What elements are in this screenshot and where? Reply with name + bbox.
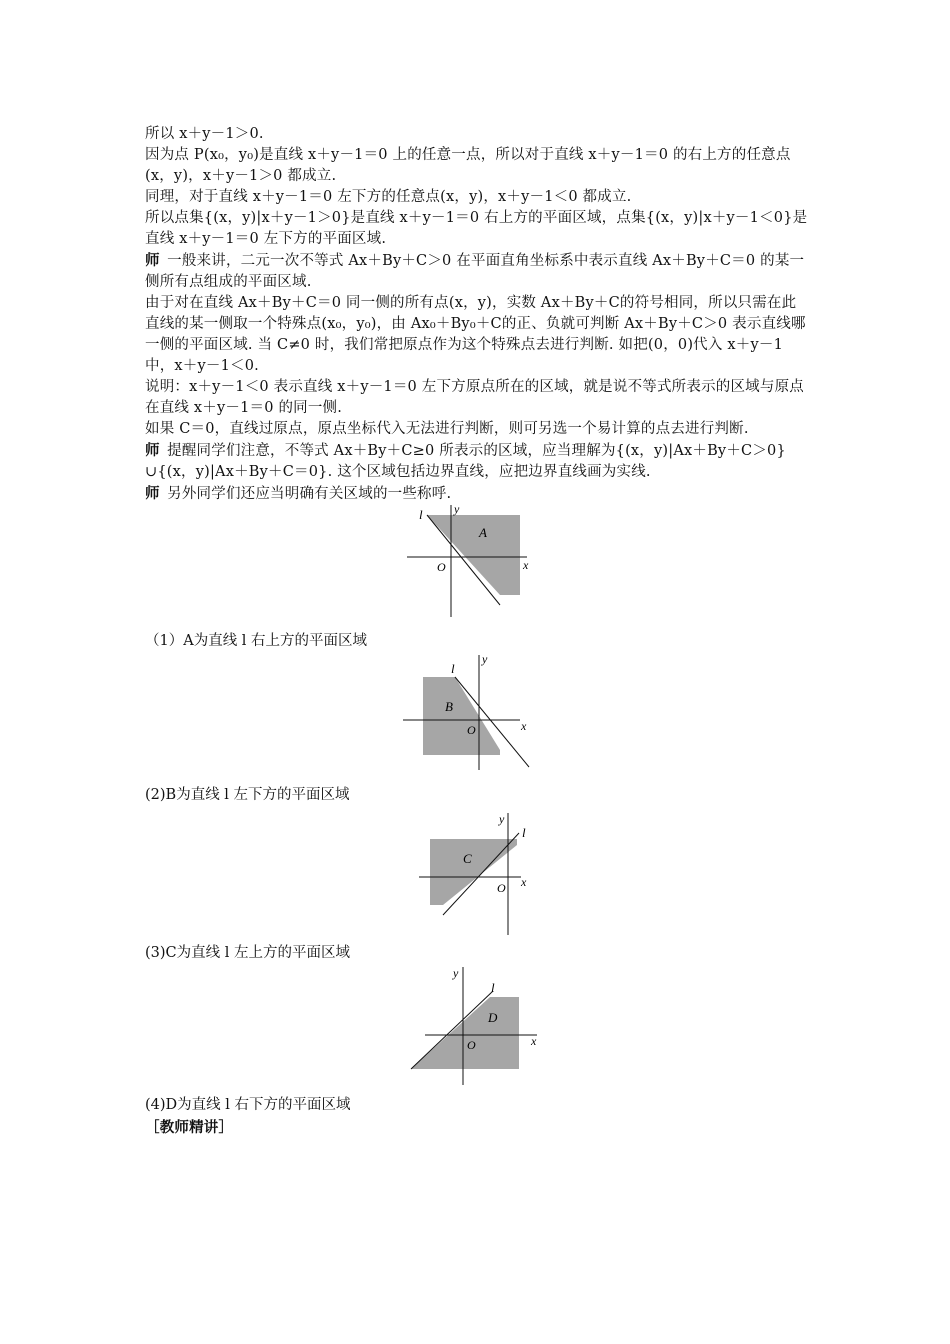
figure-1-caption: （1）A为直线 l 右上方的平面区域 (145, 633, 368, 649)
document-page (145, 124, 810, 1138)
figure-2-diagram (145, 655, 810, 779)
line-label-l: l (419, 507, 423, 522)
region-label-c: C (463, 851, 472, 866)
region-d-shade (411, 997, 519, 1069)
y-axis-label: y (482, 655, 488, 666)
paragraph-8: 如果 C＝0，直线过原点，原点坐标代入无法进行判断，则可另选一个易计算的点去进行判断. (145, 421, 749, 437)
speaker-label: 师 (145, 252, 160, 269)
paragraph-5-text: 一般来讲，二元一次不等式 Ax＋By＋C＞0 在平面直角坐标系中表示直线 Ax＋By＋C＝0 的某一侧所有点组成的平面区域. (145, 253, 805, 290)
origin-label: O (467, 723, 476, 737)
figure-3-diagram (145, 811, 810, 941)
x-axis-label: x (531, 1034, 537, 1048)
paragraph-6: 由于对在直线 Ax＋By＋C＝0 同一侧的所有点(x，y)，实数 Ax＋By＋C的符号相同，所以只需在此直线的某一侧取一个特殊点(x₀，y₀)，由 Ax₀＋By₀＋C的正、负就可判断 Ax＋By＋C＞0 表示直线哪一侧的平面区域. 当 C≠0 时，我们常把原点作为这个特殊点去进行判断. 如把(0，0)代入 x＋y－1 中，x＋y－1＜0. (145, 295, 806, 374)
x-axis-label: x (521, 875, 527, 889)
y-axis-label: y (499, 812, 505, 826)
region-label-b: B (445, 699, 453, 714)
figure-4-caption: (4)D为直线 l 右下方的平面区域 (145, 1097, 351, 1113)
x-axis-label: x (523, 558, 529, 572)
paragraph-2: 因为点 P(x₀，y₀)是直线 x＋y－1＝0 上的任意一点，所以对于直线 x＋y－1＝0 的右上方的任意点(x，y)，x＋y－1＞0 都成立. (145, 147, 791, 184)
paragraph-4: 所以点集{(x，y)|x＋y－1＞0}是直线 x＋y－1＝0 右上方的平面区域，点集{(x，y)|x＋y－1＜0}是直线 x＋y－1＝0 左下方的平面区域. (145, 210, 808, 247)
region-b-shade (423, 677, 500, 755)
y-axis-label: y (453, 967, 459, 980)
speaker-label: 师 (145, 442, 160, 459)
origin-label: O (467, 1038, 476, 1052)
section-heading: ［教师精讲］ (145, 1119, 234, 1136)
region-label-a: A (479, 525, 487, 540)
paragraph-9-text: 提醒同学们注意，不等式 Ax＋By＋C≥0 所表示的区域，应当理解为{(x，y)|Ax＋By＋C＞0}∪{(x，y)|Ax＋By＋C＝0}. 这个区域包括边界直线，应把边界直线画为实线. (145, 443, 786, 480)
line-label-l: l (451, 661, 455, 676)
paragraph-3: 同理，对于直线 x＋y－1＝0 左下方的任意点(x，y)，x＋y－1＜0 都成立. (145, 189, 632, 205)
paragraph-7: 说明：x＋y－1＜0 表示直线 x＋y－1＝0 左下方原点所在的区域，就是说不等式所表示的区域与原点在直线 x＋y－1＝0 的同一侧. (145, 379, 804, 416)
paragraph-10 (145, 483, 810, 505)
paragraph-5 (145, 250, 810, 293)
region-label-d: D (488, 1010, 498, 1025)
paragraph-9 (145, 440, 810, 483)
line-label-l: l (491, 980, 495, 995)
y-axis-label: y (454, 505, 460, 516)
figure-2-caption: (2)B为直线 l 左下方的平面区域 (145, 787, 350, 803)
paragraph-10-text: 另外同学们还应当明确有关区域的一些称呼. (167, 486, 452, 502)
figure-3-caption: (3)C为直线 l 左上方的平面区域 (145, 945, 350, 961)
origin-label: O (437, 560, 446, 574)
line-label-l: l (522, 825, 526, 840)
figure-1-diagram (145, 505, 810, 625)
x-axis-label: x (521, 719, 527, 733)
origin-label: O (497, 881, 506, 895)
speaker-label: 师 (145, 485, 160, 502)
paragraph-1: 所以 x＋y－1＞0. (145, 126, 264, 142)
figure-4-diagram (145, 967, 810, 1093)
